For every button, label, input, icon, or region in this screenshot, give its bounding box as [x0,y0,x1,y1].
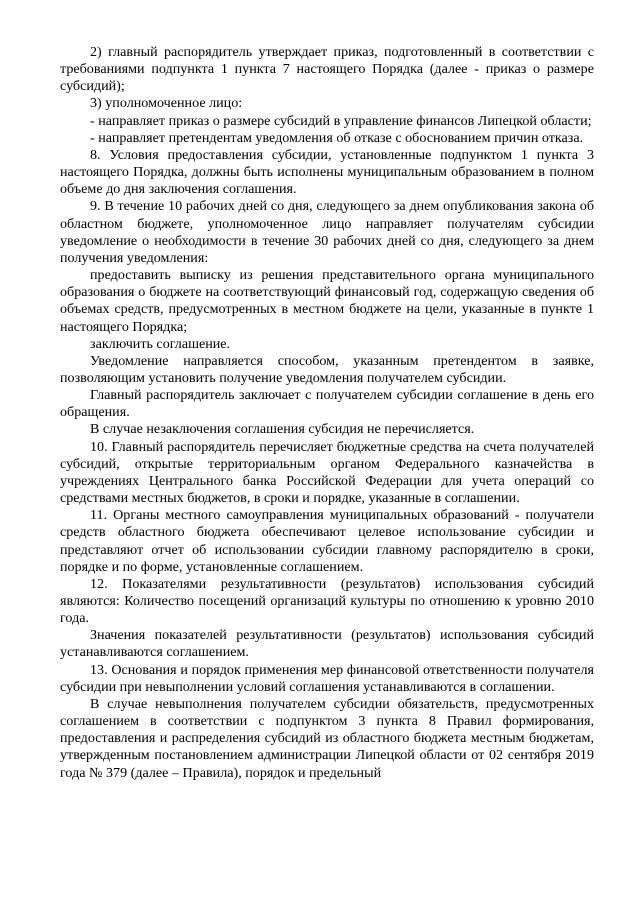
paragraph-conclude-agreement: заключить соглашение. [90,335,231,352]
paragraph-agreement-day: Главный распорядитель заключает с получателем субсидии соглашение в день его обращения. [60,387,594,421]
paragraph-no-transfer: В случае незаключения соглашения субсидия не перечисляется. [90,421,475,438]
paragraph-item-11: 11. Органы местного самоуправления муниципальных образований - получатели средств областного бюджета обеспечивают целевое использование субсидии и представляют отчет об использовании субсидии главному распорядителю в сроки, порядке и по форме, установленные соглашением. [60,507,594,575]
paragraph-item-12: 12. Показателями результативности (результатов) использования субсидий являются: Количество посещений организаций культуры по отношению к уровню 2010 года. [60,575,594,627]
paragraph-send-order: - направляет приказ о размере субсидий в управление финансов Липецкой области; [90,112,592,129]
paragraph-item-10: 10. Главный распорядитель перечисляет бюджетные средства на счета получателей субсидий, открытые территориальным органом Федерального казначейства в учреждениях Центрального банка Российской Федерации для учета операций со средствами местных бюджетов, в сроки и порядке, указанные в соглашении. [60,438,594,507]
paragraph-authorized-person: 3) уполномоченное лицо: [90,95,243,112]
document-page [60,44,594,782]
paragraph-item-8: 8. Условия предоставления субсидии, установленные подпунктом 1 пункта 3 настоящего Порядка, должны быть исполнены муниципальным образованием в полном объеме до дня заключения соглашения. [60,146,594,198]
paragraph-item-9: 9. В течение 10 рабочих дней со дня, следующего за днем опубликования закона об областном бюджете, уполномоченное лицо направляет получателям субсидии уведомление о необходимости в течение 30 рабочих дней со дня, следующего за днем получения уведомления: [60,198,594,266]
paragraph-indicator-values: Значения показателей результативности (результатов) использования субсидий устанавливаются соглашением. [60,627,594,661]
paragraph-notification-method: Уведомление направляется способом, указанным претендентом в заявке, позволяющим установить получение уведомления получателем субсидии. [60,352,594,386]
paragraph-send-refusal: - направляет претендентам уведомления об отказе с обоснованием причин отказа. [90,129,584,146]
paragraph-item-13: 13. Основания и порядок применения мер финансовой ответственности получателя субсидии при невыполнении условий соглашения устанавливаются в соглашении. [60,661,594,695]
paragraph-provide-extract: предоставить выписку из решения представительного органа муниципального образования о бюджете на соответствующий финансовый год, содержащую сведения об объемах средств, предусмотренных в местном бюджете на цели, указанные в пункте 1 настоящего Порядка; [60,267,594,335]
paragraph-nonfulfillment: В случае невыполнения получателем субсидии обязательств, предусмотренных соглашением в соответствии с подпунктом 3 пункта 8 Правил формирования, предоставления и распределения субсидий из областного бюджета местным бюджетам, утвержденным постановлением администрации Липецкой области от 02 сентября 2019 года № 379 (далее – Правила), порядок и предельный [60,695,594,781]
paragraph-approve-order: 2) главный распорядитель утверждает приказ, подготовленный в соответствии с требованиями подпункта 1 пункта 7 настоящего Порядка (далее - приказ о размере субсидий); [60,44,594,95]
